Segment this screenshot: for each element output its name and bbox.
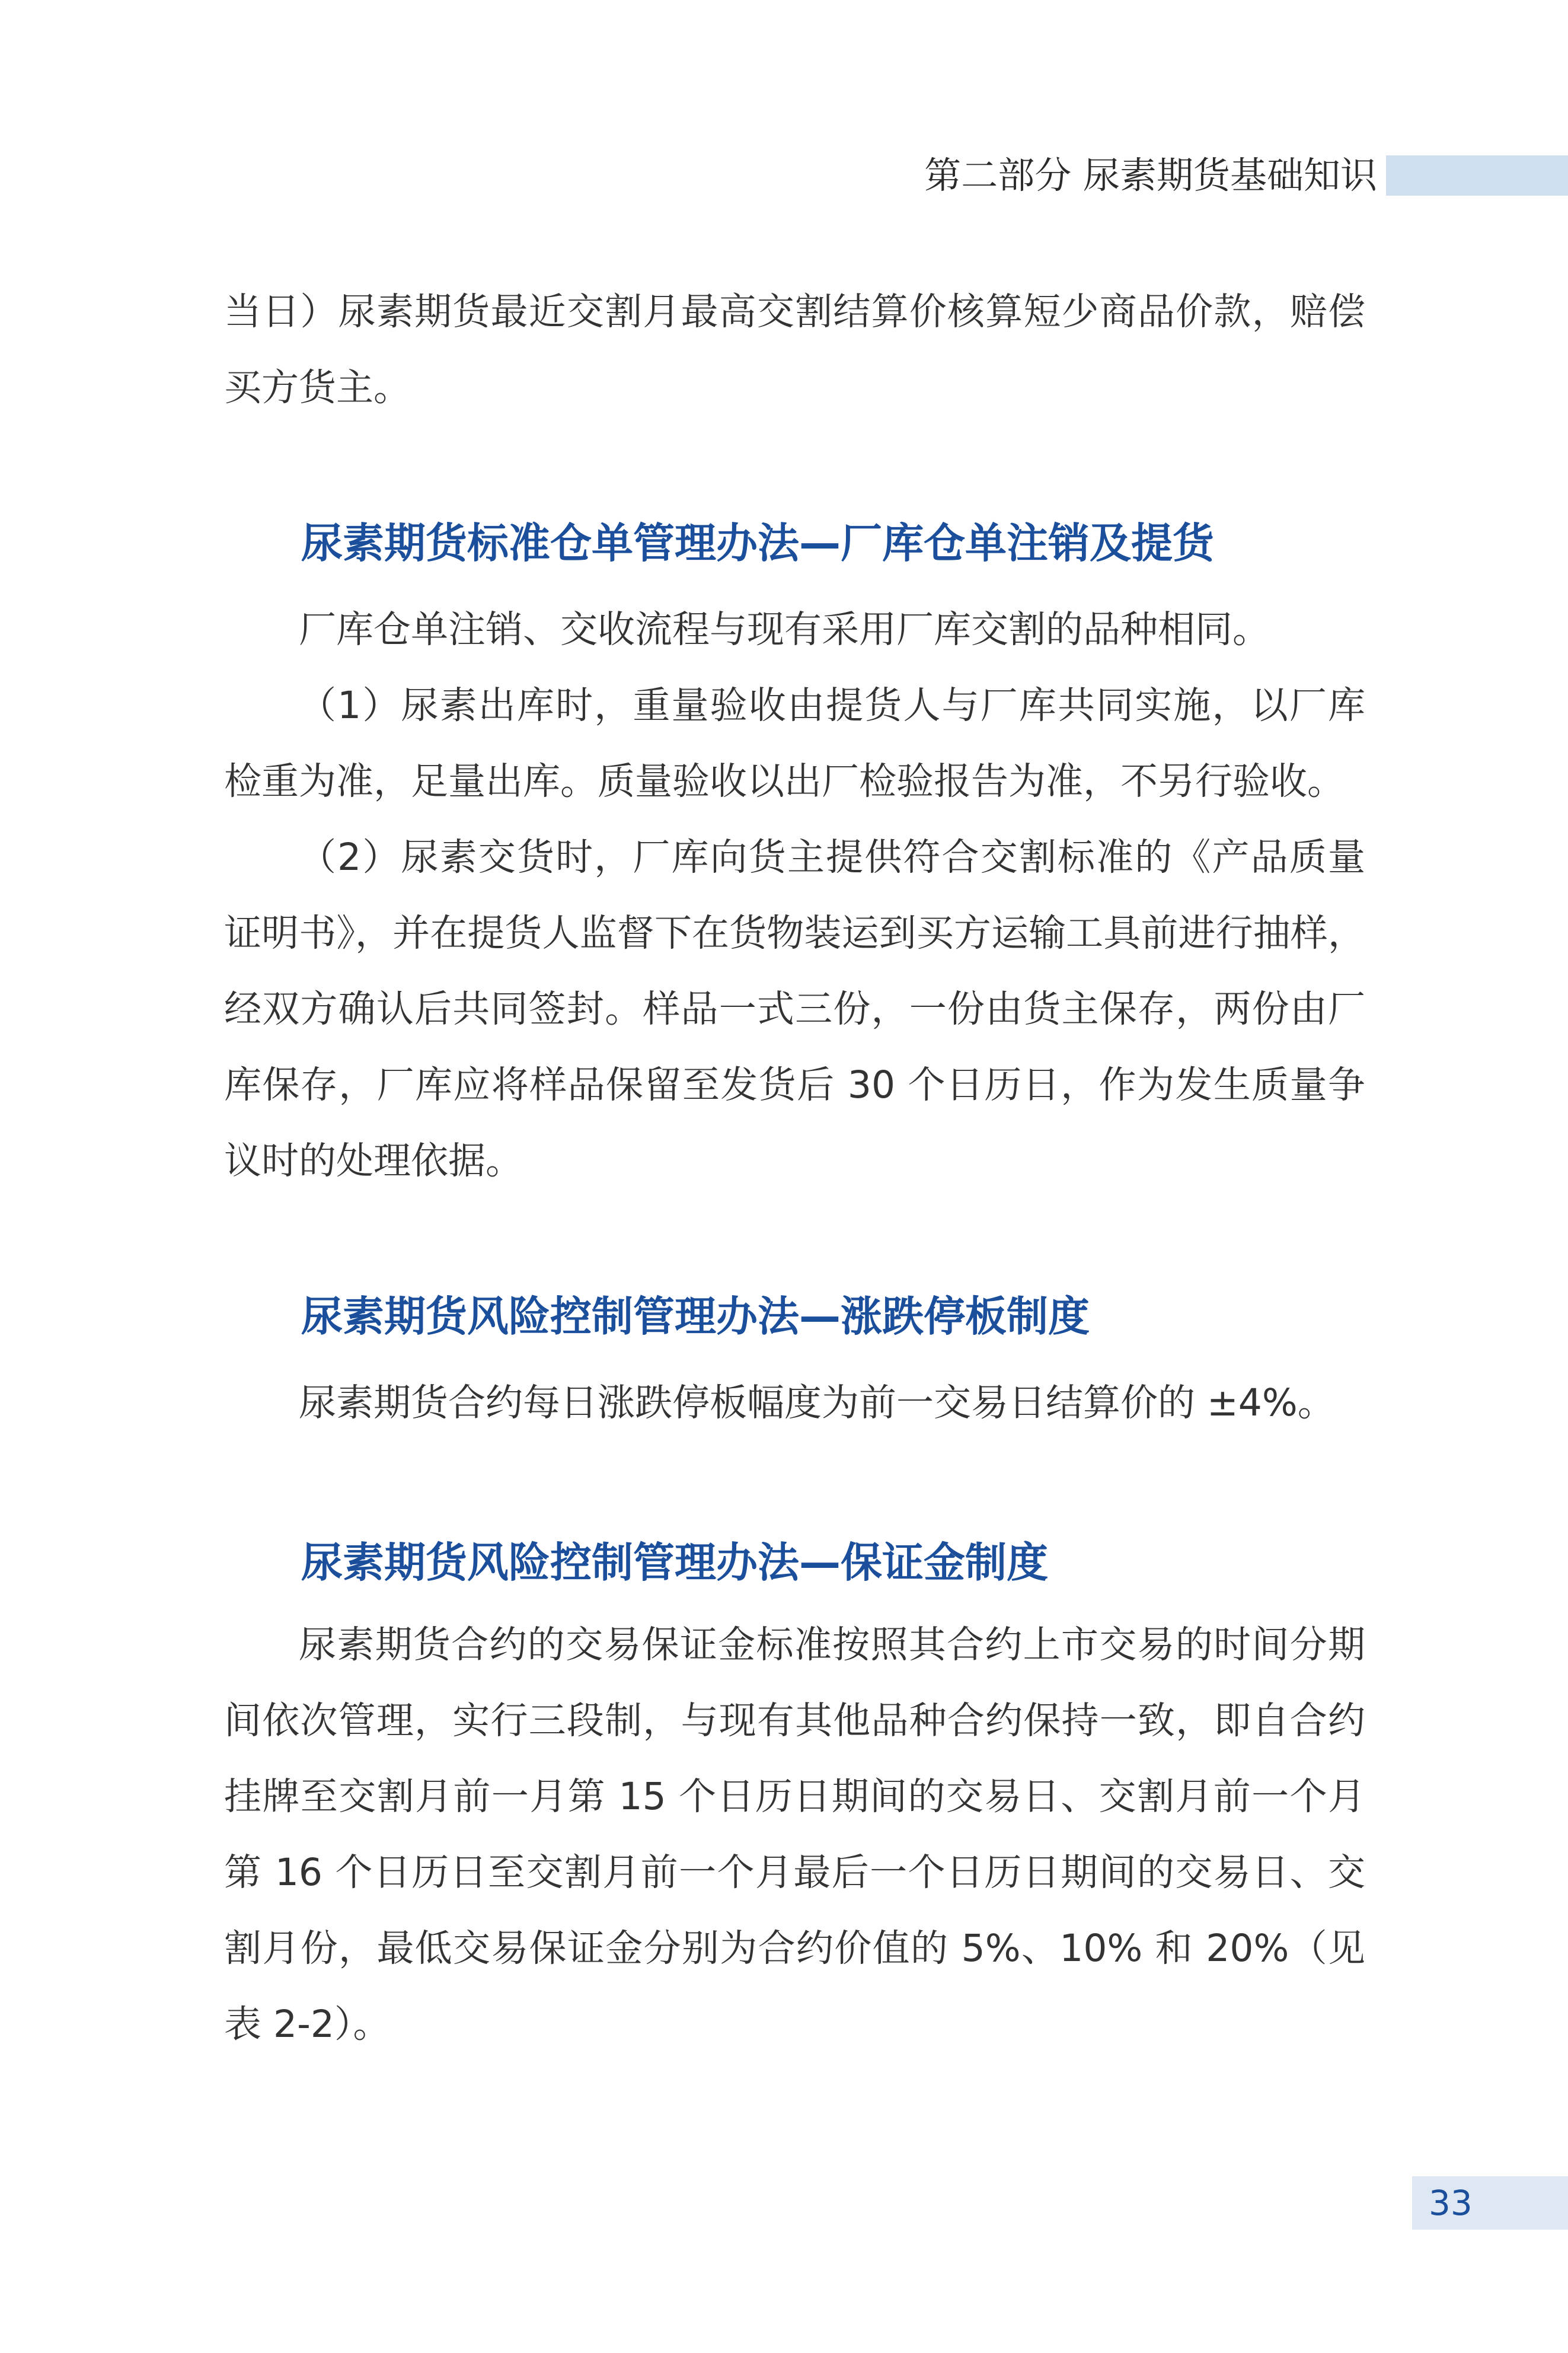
paragraph: （1）尿素出库时，重量验收由提货人与厂库共同实施，以厂库检重为准，足量出库。质量验收以出厂检验报告为准，不另行验收。 — [224, 684, 1365, 803]
section-body-margin — [224, 1607, 1365, 2062]
paragraph: 尿素期货合约每日涨跌停板幅度为前一交易日结算价的 ±4%。 — [299, 1381, 1335, 1424]
paragraph: （2）尿素交货时，厂库向货主提供符合交割标准的《产品质量证明书》，并在提货人监督下在货物装运到买方运输工具前进行抽样，经双方确认后共同签封。样品一式三份，一份由货主保存，两份由厂库保存，厂库应将样品保留至发货后 30 个日历日，作为发生质量争议时的处理依据。 — [224, 836, 1365, 1182]
section-heading-warehouse-receipt: 尿素期货标准仓单管理办法—厂库仓单注销及提货 — [301, 519, 1214, 567]
section-body-price-limit — [224, 1365, 1365, 1441]
intro-text — [224, 274, 1365, 426]
page-number: 33 — [1429, 2183, 1473, 2223]
paragraph: 尿素期货合约的交易保证金标准按照其合约上市交易的时间分期间依次管理，实行三段制，与现有其他品种合约保持一致，即自合约挂牌至交割月前一月第 15 个日历日期间的交易日、交割月前一个月第 16 个日历日至交割月前一个月最后一个日历日期间的交易日、交割月份，最低交易保证金分别为合约价值的 5%、10% 和 20%（见表 2-2）。 — [224, 1623, 1365, 2046]
section-body-warehouse-receipt — [224, 592, 1365, 1199]
section-heading-margin: 尿素期货风险控制管理办法—保证金制度 — [301, 1538, 1048, 1587]
header-title: 第二部分 尿素期货基础知识 — [924, 154, 1377, 197]
header-accent-bar — [1386, 155, 1568, 196]
intro-paragraph: 当日）尿素期货最近交割月最高交割结算价核算短少商品价款，赔偿买方货主。 — [224, 290, 1365, 409]
section-heading-price-limit: 尿素期货风险控制管理办法—涨跌停板制度 — [301, 1292, 1090, 1341]
paragraph: 厂库仓单注销、交收流程与现有采用厂库交割的品种相同。 — [299, 608, 1270, 651]
